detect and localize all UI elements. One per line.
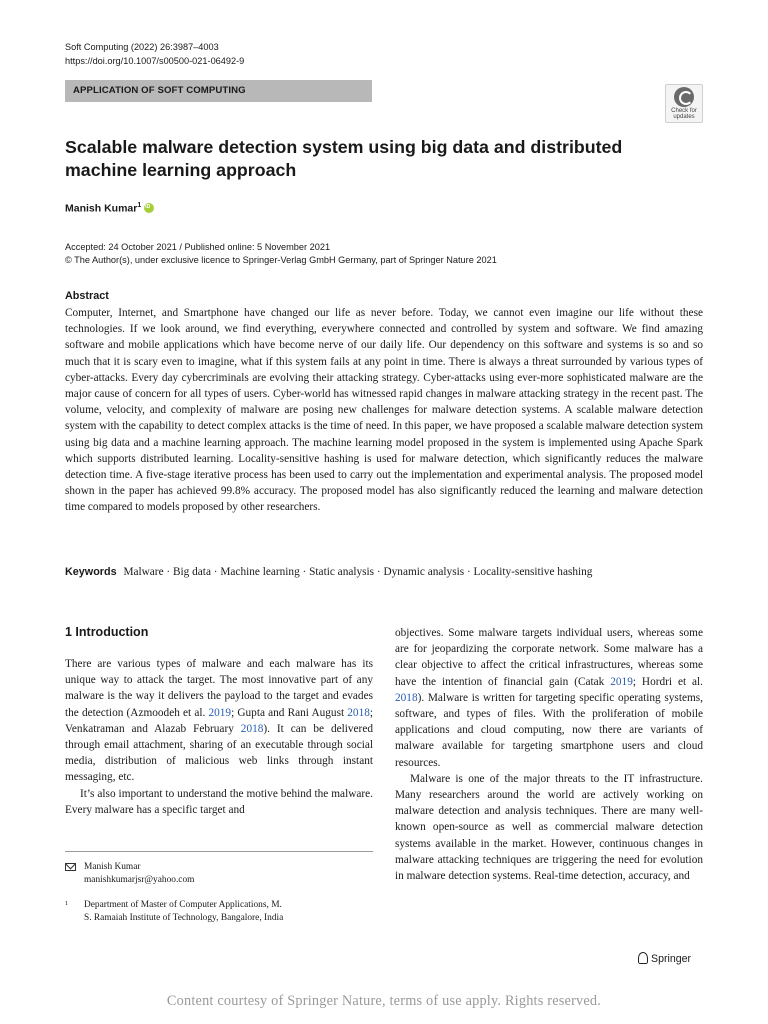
abstract-text: Computer, Internet, and Smartphone have changed our life as never before. Today, we cannot even imagine our life without these technologies. If we look around, we find everything, everywhere connected and controlled by system and software. We find amazing software and mobile applications which have become nerve of our daily life. Our dependency on this software and systems is so and so much that it is scary even to imagine, what if this system fails at any point in time. There is always a threat surrounded by various types of cyber-attacks. Every day cybercriminals are evolving their attacking strategy. Cyber-attacks using ever-more sophisticated malware are the major cause of concern for all types of users. Cyber-world has witnessed rapid changes in malware attacking strategy in the recent past. The volume, velocity, and complexity of malware are posing new challenges for malware detection systems. A scalable malware detection system with the capability to detect complex attacks is the time of need. In this paper, we have proposed a scalable malware detection system using big data and a machine learning approach. The machine learning model proposed in the system is implemented using Apache Spark which supports distributed learning. Locality-sensitive hashing is used for malware detection, which significantly reduces the malware detection time. A five-stage iterative process has been used to carry out the implementation and experimental analysis. The proposed model shown in the paper has achieved 99.8% accuracy. The proposed model has also significantly reduced the learning and malware detection time compared to models proposed by other researchers. [65, 307, 703, 514]
citation-link[interactable]: 2018 [395, 691, 418, 704]
journal-citation: Soft Computing (2022) 26:3987–4003 [65, 42, 219, 52]
check-for-updates-button[interactable] [665, 84, 703, 123]
citation-link[interactable]: 2018 [240, 722, 264, 735]
section-banner: APPLICATION OF SOFT COMPUTING [65, 80, 372, 102]
paragraph: Malware is one of the major threats to the IT infrastructure. Many researchers around the world are actively working on malware detection and analysis techniques. There are many well-known open-source as well as commercial malware detection systems available in the market. However, continuous changes in malware attacking techniques are triggering the need for evolution in malware detection systems. Real-time detection, accuracy, and [395, 772, 703, 883]
courtesy-notice: Content courtesy of Springer Nature, terms of use apply. Rights reserved. [166, 993, 602, 1009]
orcid-icon[interactable] [144, 203, 154, 213]
springer-logo [637, 952, 691, 965]
affiliation-footnote [65, 899, 374, 925]
paragraph: It’s also important to understand the motive behind the malware. Every malware has a specific target and [65, 787, 373, 816]
envelope-icon [65, 863, 76, 871]
keywords-line [65, 564, 715, 580]
publication-dates: Accepted: 24 October 2021 / Published online: 5 November 2021 [65, 242, 331, 252]
paper-title: Scalable malware detection system using big data and distributed machine learning approach [65, 137, 623, 180]
affiliation-line: Department of Master of Computer Applications, M. [84, 900, 282, 910]
author-line [65, 202, 154, 215]
footnote-divider [65, 851, 373, 852]
left-column [65, 656, 373, 818]
affiliation-number: 1 [65, 900, 69, 907]
paragraph: There are various types of malware and each malware has its unique way to attack the target. The most innovative part of any malware is the way it delivers the payload to the target and evades the detection (Azmoodeh et al. 2019; Gupta and Rani August 2018; Venkatraman and Alazab February 2018). It can be delivered through email attachment, sharing of an executable through social media, distribution of malicious web links through instant messaging, etc. [65, 658, 373, 784]
corresponding-author-name: Manish Kumar [84, 862, 141, 872]
doi-link[interactable]: https://doi.org/10.1007/s00500-021-06492-9 [65, 56, 245, 66]
abstract-heading: Abstract [65, 290, 109, 302]
citation-link[interactable]: 2018 [347, 706, 370, 719]
citation-link[interactable]: 2019 [610, 675, 633, 688]
keywords-list: Malware · Big data · Machine learning · Static analysis · Dynamic analysis · Locality-sensitive hashing [123, 566, 593, 578]
corresponding-author [65, 861, 194, 887]
springer-horse-icon [637, 952, 648, 963]
right-column [395, 625, 703, 884]
author-name[interactable]: Manish Kumar [65, 202, 138, 215]
keywords-label: Keywords [65, 566, 117, 578]
section-heading-introduction: 1 Introduction [65, 625, 149, 639]
check-updates-label: Check for updates [671, 108, 697, 121]
paragraph: objectives. Some malware targets individual users, whereas some are for jeopardizing the corporate network. Some malware has a clear objective to affect the critical infrastructures, whereas some have the intention of financial gain (Catak 2019; Hordri et al. 2018). Malware is written for targeting specific operating systems, software, and types of files. With the proliferation of mobile applications and cloud computing, now there are variants of malware available for targeting smartphone users and cloud resources. [395, 627, 703, 769]
affiliation-line: S. Ramaiah Institute of Technology, Bangalore, India [84, 913, 284, 923]
update-icon [674, 87, 694, 107]
citation-link[interactable]: 2019 [208, 706, 232, 719]
author-affiliation-sup: 1 [137, 202, 142, 209]
publisher-name: Springer [651, 953, 692, 965]
copyright-notice: © The Author(s), under exclusive licence to Springer-Verlag GmbH Germany, part of Springer Nature 2021 [65, 255, 497, 265]
corresponding-author-email[interactable]: manishkumarjsr@yahoo.com [84, 875, 195, 885]
